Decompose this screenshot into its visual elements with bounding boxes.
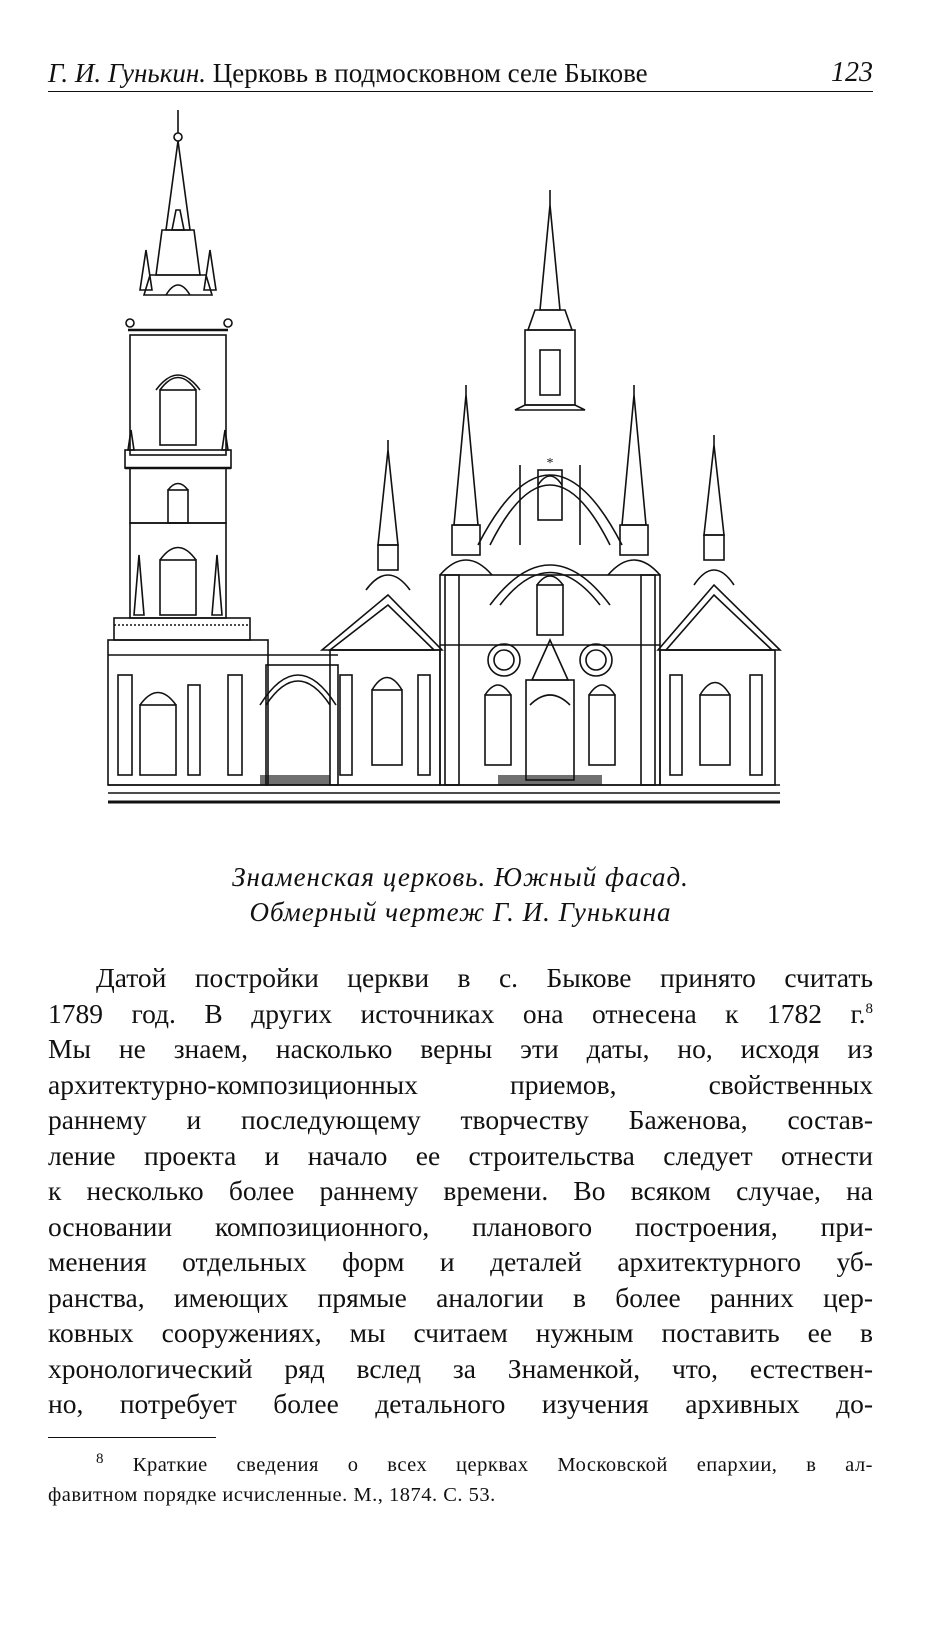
footnote-line-2: фавитном порядке исчисленные. М., 1874. С. 53. — [48, 1484, 496, 1506]
figure-caption — [48, 860, 873, 930]
svg-text:*: * — [546, 456, 554, 471]
running-header — [48, 52, 873, 92]
footnote-reference: 8 — [865, 1000, 873, 1017]
body-line: архитектурно-композиционных приемов, свойственных — [48, 1068, 873, 1100]
caption-line-1: Знаменская церковь. Южный фасад. — [232, 862, 689, 892]
body-line: основании композиционного, планового построения, при- — [48, 1210, 873, 1242]
footnote — [48, 1450, 873, 1510]
body-line: менения отдельных форм и деталей архитектурного уб- — [48, 1246, 873, 1277]
footnote-line-1 — [48, 1450, 873, 1480]
body-line: ковных сооружениях, мы считаем нужным поставить ее в — [48, 1317, 873, 1348]
body-line-text: 1789 год. В других источниках она отнесена к 1782 г. — [48, 997, 866, 1029]
footnote-marker: 8 — [96, 1451, 104, 1468]
right-chapel — [658, 435, 780, 785]
central-block — [440, 190, 660, 785]
body-line: Мы не знаем, насколько верны эти даты, но, исходя из — [48, 1033, 873, 1064]
left-chapel — [322, 440, 442, 785]
body-line: хронологический ряд вслед за Знаменкой, что, естествен- — [48, 1352, 873, 1384]
left-arcade — [108, 640, 338, 785]
footnote-divider — [48, 1437, 216, 1438]
caption-line-2: Обмерный чертеж Г. И. Гунькина — [249, 897, 672, 927]
header-text — [48, 58, 648, 89]
bell-tower — [114, 110, 250, 640]
body-line: к несколько более раннему времени. Во всяком случае, на — [48, 1175, 873, 1206]
body-line: ление проекта и начало ее строительства следует отнести — [48, 1139, 873, 1171]
body-line: ранства, имеющих прямые аналогии в более ранних цер- — [48, 1281, 873, 1313]
body-paragraph — [48, 960, 873, 1422]
body-line-with-footnote — [48, 996, 873, 1032]
body-line: но, потребует более детального изучения архивных до- — [48, 1388, 873, 1419]
church-facade-drawing — [100, 105, 830, 845]
body-line: раннему и последующему творчеству Баженова, состав- — [48, 1104, 873, 1135]
header-title: Церковь в подмосковном селе Быкове — [212, 58, 648, 88]
body-line: Датой постройки церкви в с. Быкове принято считать — [96, 962, 873, 993]
page-number: 123 — [831, 57, 873, 88]
header-author: Г. И. Гунькин. — [48, 58, 206, 88]
footnote-text: Краткие сведения о всех церквах Московской епархии, в ал- — [132, 1454, 874, 1476]
